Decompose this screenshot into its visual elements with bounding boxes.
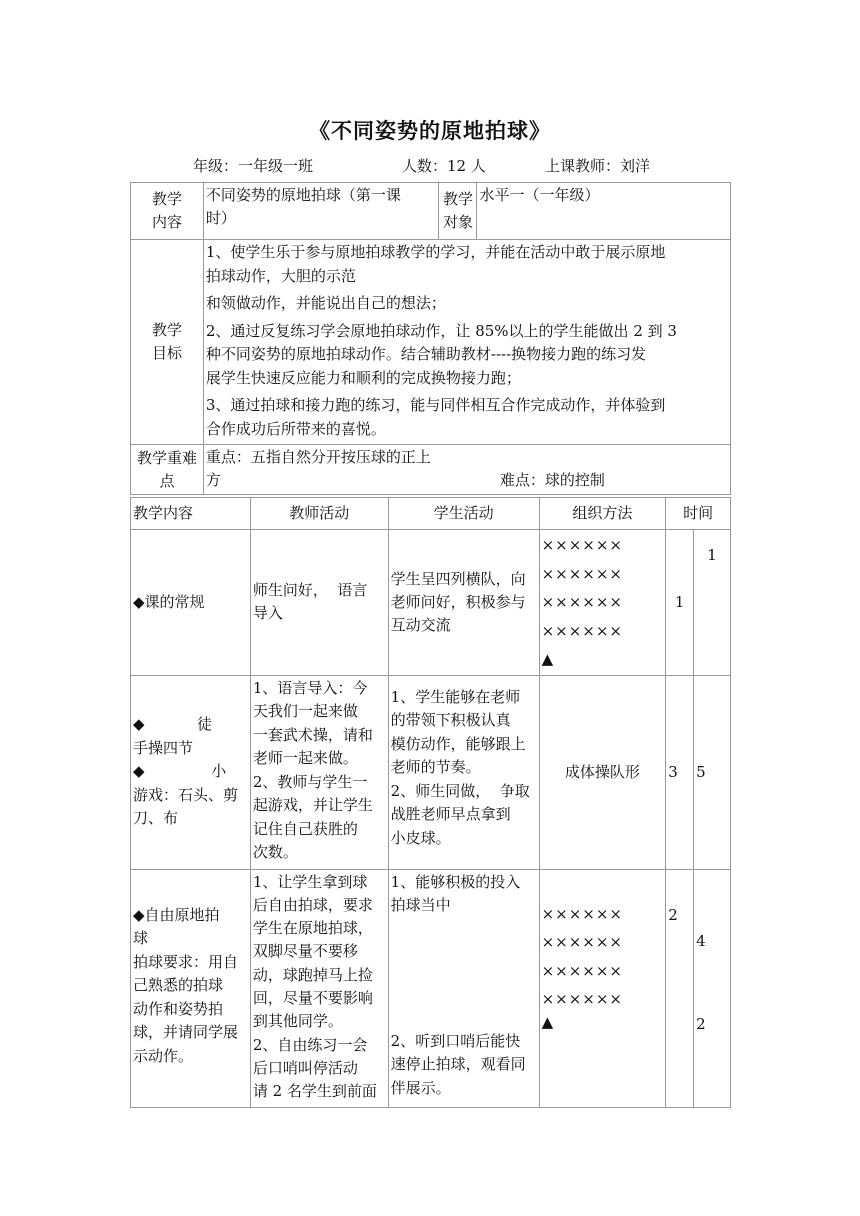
formation-line: ×××××× (541, 933, 624, 951)
table-row (131, 530, 731, 676)
content-line: 时） (205, 209, 236, 227)
content-line: ◆ 徒 (133, 715, 212, 734)
teacher-line: 2、自由练习一会 (252, 1035, 368, 1054)
formation-line: ×××××× (541, 621, 624, 640)
table-row (131, 675, 731, 869)
teacher-line: 天我们一起来做 (252, 702, 358, 720)
header-teacher: 教师活动 (250, 498, 388, 530)
content-line: 不同姿势的原地拍球（第一课 (205, 186, 401, 204)
goals-label-line: 目标 (151, 344, 182, 362)
page-title: 《不同姿势的原地拍球》 (309, 119, 551, 143)
teacher-position-icon: ▲ (541, 1012, 555, 1031)
student-line: 老师问好，积极参与 (390, 592, 526, 611)
goal-line: 种不同姿势的原地拍球动作。结合辅助教材----换物接力跑的练习发 (205, 345, 647, 363)
row-content (131, 675, 251, 869)
teacher-line: 学生在原地拍球， (252, 919, 373, 938)
grade-info: 年级：一年级一班 (193, 157, 314, 175)
teacher-line: 次数。 (252, 843, 298, 861)
student-line: 战胜老师早点拿到 (390, 805, 511, 823)
formation-line: ×××××× (541, 564, 624, 583)
content-line: 刀、布 (133, 809, 179, 828)
teacher-line: 记住自己获胜的 (252, 819, 358, 838)
student-line: 2、听到口哨后能快 (390, 1031, 521, 1050)
row-teacher (250, 675, 388, 869)
row-teacher (250, 530, 388, 676)
teacher-line: 请 2 名学生到前面 (252, 1082, 377, 1101)
teacher-line: 师生问好， 语言 (252, 581, 368, 600)
row-teacher (250, 869, 388, 1107)
student-line: 1、能够积极的投入 (390, 872, 521, 891)
key-row (131, 445, 731, 495)
teacher-line: 双脚尽量不要移 (252, 942, 358, 961)
content-line: 手操四节 (133, 738, 194, 757)
key-label-line: 点 (159, 471, 175, 490)
content-label-line: 内容 (151, 213, 182, 231)
teacher-line: 后口哨叫停活动 (252, 1058, 358, 1077)
row-method (539, 869, 666, 1107)
content-line: 球，并请同学展 (133, 1023, 239, 1041)
goals-row (131, 240, 731, 445)
header-method: 组织方法 (539, 498, 666, 530)
goal-line: 和领做动作，并能说出自己的想法； (205, 294, 446, 312)
row-student (388, 869, 539, 1107)
goals-text (203, 240, 730, 445)
object-value: 水平一（一年级） (477, 183, 731, 240)
content-line: 示动作。 (133, 1046, 194, 1065)
object-label-line: 对象 (442, 213, 473, 231)
formation-line: ×××××× (541, 990, 624, 1008)
key-label (131, 445, 204, 495)
content-value (203, 183, 439, 240)
teacher-line: 老师一起来做。 (252, 749, 358, 767)
content-line: ◆自由原地拍 (133, 905, 220, 924)
key-label-line: 教学重难 (136, 448, 197, 467)
student-line: 速停止拍球，观看同 (390, 1055, 526, 1073)
teacher-line: 起游戏，并让学生 (252, 796, 373, 814)
lesson-info-table (130, 182, 731, 495)
goals-label-line: 教学 (151, 321, 182, 339)
student-line: 1、学生能够在老师 (390, 687, 521, 706)
student-line: 的带领下积极认真 (390, 711, 511, 729)
content-line: 动作和姿势拍 (133, 999, 224, 1018)
goal-line: 合作成功后所带来的喜悦。 (205, 419, 386, 438)
content-label (131, 183, 204, 240)
key-text (203, 445, 730, 495)
content-line: 球 (133, 929, 149, 947)
goal-line: 2、通过反复练习学会原地拍球动作，让 85%以上的学生能做出 2 到 3 (205, 321, 677, 340)
content-label-line: 教学 (151, 190, 182, 208)
row-content: ◆课的常规 (131, 530, 251, 676)
teacher-line: 导入 (252, 604, 283, 623)
goal-line: 展学生快速反应能力和顺利的完成换物接力跑； (205, 368, 521, 387)
student-line: 2、师生同做， 争取 (390, 781, 530, 800)
header-row (131, 498, 731, 530)
row-count: 1 (666, 530, 694, 676)
content-line: 游戏：石头、剪 (133, 785, 239, 804)
minutes-value: 2 (696, 1014, 706, 1033)
teacher-line: 后自由拍球，要求 (252, 895, 373, 914)
content-line: 拍球要求：用自 (133, 952, 239, 971)
student-count: 人数：12 人 (402, 157, 486, 175)
formation-line: ×××××× (541, 593, 624, 611)
key-point: 重点：五指自然分开按压球的正上 (205, 448, 431, 466)
row-student (388, 675, 539, 869)
goal-line: 3、通过拍球和接力跑的练习，能与同伴相互合作完成动作，并体验到 (205, 396, 666, 414)
formation-line: ×××××× (541, 904, 624, 923)
student-line: 学生呈四列横队，向 (390, 569, 526, 588)
formation-line: ×××××× (541, 536, 624, 554)
difficulty-point: 难点：球的控制 (499, 471, 605, 489)
student-line: 模仿动作，能够跟上 (390, 734, 526, 753)
student-line: 伴展示。 (390, 1078, 451, 1097)
key-point: 方 (205, 471, 221, 489)
teacher-line: 1、让学生拿到球 (252, 872, 368, 891)
row-student (388, 530, 539, 676)
table-row (131, 869, 731, 1107)
header-student: 学生活动 (388, 498, 539, 530)
row-minutes: 5 (694, 675, 731, 869)
row-method: 成体操队形 (539, 675, 666, 869)
object-label-line: 教学 (442, 190, 473, 208)
row-minutes (694, 869, 731, 1107)
teacher-position-icon: ▲ (541, 650, 555, 668)
goals-label (131, 240, 204, 445)
row-count: 3 (666, 675, 694, 869)
object-label (439, 183, 477, 240)
teacher-line: 回，尽量不要影响 (252, 988, 373, 1007)
content-line: 己熟悉的拍球 (133, 976, 224, 994)
goal-line: 拍球动作，大胆的示范 (205, 266, 356, 285)
student-line: 小皮球。 (390, 828, 451, 847)
header-time: 时间 (666, 498, 731, 530)
teacher-line: 1、语言导入：今 (252, 678, 368, 697)
teacher-line: 到其他同学。 (252, 1012, 343, 1031)
student-line: 老师的节奏。 (390, 758, 481, 776)
formation-line: ×××××× (541, 961, 624, 980)
goal-line: 1、使学生乐于参与原地拍球教学的学习，并能在活动中敢于展示原地 (205, 243, 666, 261)
teacher-line: 2、教师与学生一 (252, 772, 368, 791)
row-content (131, 869, 251, 1107)
student-line: 互动交流 (390, 615, 451, 634)
student-line: 拍球当中 (390, 896, 451, 914)
row-count: 2 (666, 869, 694, 1107)
row-method (539, 530, 666, 676)
teacher-name: 上课教师：刘洋 (545, 157, 651, 175)
teacher-line: 动，球跑掉马上捡 (252, 965, 373, 984)
lesson-plan-table (130, 497, 731, 1108)
content-line: ◆ 小 (133, 762, 227, 781)
content-row (131, 183, 731, 240)
minutes-value: 4 (696, 931, 706, 950)
row-minutes: 1 (694, 530, 731, 676)
teacher-line: 一套武术操，请和 (252, 725, 373, 744)
header-content: 教学内容 (131, 498, 251, 530)
